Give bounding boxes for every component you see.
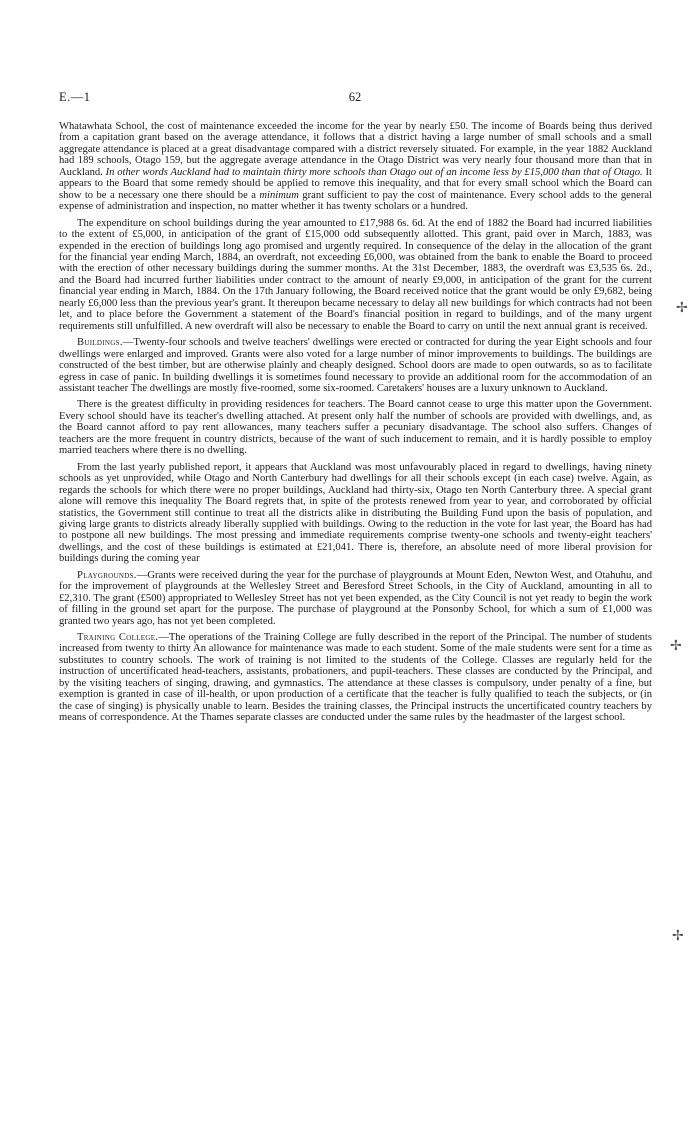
paragraph-training-college: Training College.—The operations of the Training College are fully described in the report of the Principal. The number of students increased from twenty to thirty An allowance for maintenance was made to each student. Some of the male students were sent for a time as substitutes to country schools. The work of training is not limited to the students of the College. Classes are regularly held for the instruction of uncertificated head-teachers, assistants, probationers, and pupil-teachers. These classes are conducted by the Principal, and by the visiting teachers of singing, drawing, and gymnastics. The attendance at these classes is compulsory, under penalty of a fine, but exemption is granted in case of ill-health, or upon production of a certificate that the teacher is fully qualified to teach the subjects, or (in the case of singing) is physically unable to learn. Besides the training classes, the Principal instructs the uncertificated country teachers by means of correspondence. At the Thames separate classes are conducted under the same rules by the headmaster of the largest school. [59, 632, 653, 724]
margin-binding-mark: ✢ [670, 639, 682, 654]
paragraph-maintenance: Whatawhata School, the cost of maintenance exceeded the income for the year by nearly £50. The income of Boards being thus derived from a capitation grant based on the average attendance, it follows that a district having a large number of small schools and a small aggregate attendance is placed at a great disadvantage compared with a district reversely situated. For example, in the year 1882 Auckland had 189 schools, Otago 159, but the aggregate average attendance in the Otago District was very nearly four thousand more than that in Auckland. In other words Auckland had to maintain thirty more schools than Otago out of an income less by £15,000 than that of Otago. It appears to the Board that some remedy should be applied to remove this inequality, and that for every small school which the Board can show to be a necessary one there should be a minimum grant sufficient to pay the cost of maintenance. Every school adds to the general expense of administration and inspection, no matter whether it has twenty scholars or a hundred. [59, 121, 652, 213]
paragraph-expenditure: The expenditure on school buildings during the year amounted to £17,988 6s. 6d. At the end of 1882 the Board had incurred liabilities to the extent of £5,000, in anticipation of the grant of £15,000 odd subsequently allotted. This grant, paid over in March, 1883, was expended in the erection of buildings long ago promised and urgently required. In consequence of the delay in the allocation of the grant for the financial year ending March, 1884, an overdraft, not exceeding £6,000, was obtained from the bank to enable the Board to proceed with the erection of other necessary buildings during the summer months. At the 31st December, 1883, the overdraft was £3,535 6s. 2d., and the Board had incurred further liabilities under contract to the amount of nearly £9,000, in anticipation of the grant for the current financial year ending in March, 1884. On the 17th January following, the Board received notice that the grant would be only £9,682, being nearly £6,000 less than the previous year's grant. It thereupon became necessary to delay all new buildings for which contracts had not been let, and to place before the Government a statement of the Board's financial position in regard to buildings, and of the many urgent requirements still unfulfilled. A new overdraft will also be necessary to enable the Board to carry on until the next annual grant is received. [59, 217, 652, 332]
margin-binding-mark: ✢ [672, 929, 684, 944]
body-text [59, 121, 652, 729]
series-reference: E.—1 [59, 90, 91, 104]
paragraph-residences: There is the greatest difficulty in providing residences for teachers. The Board cannot cease to urge this matter upon the Government. Every school should have its teacher's dwelling attached. At present only half the number of schools are provided with dwellings, and, as the Board cannot afford to pay rent allowances, many teachers suffer a pecuniary disadvantage. The school also suffers. Changes of teachers are the more frequent in country districts, because of the want of such inducement to remain, and it is hardly possible to employ married teachers where there is no dwelling. [59, 399, 652, 457]
page-number: 62 [348, 90, 362, 104]
section-heading-training-college: Training College. [77, 632, 159, 644]
margin-binding-mark: ✢ [676, 301, 688, 316]
section-heading-playgrounds: Playgrounds. [77, 569, 137, 581]
paragraph-playgrounds: Playgrounds.—Grants were received during the year for the purchase of playgrounds at Mount Eden, Newton West, and Otahuhu, and for the improvement of playgrounds at the Wellesley Street and Beresford Street Schools, in the City of Auckland, amounting in all to £2,310. The grant (£500) appropriated to Wellesley Street has not yet been expended, as the City Council is not yet ready to begin the work of filling in the ground set apart for the purpose. The purchase of playground at the Ponsonby School, for which a sum of £1,000 was granted two years ago, has not yet been completed. [59, 569, 652, 627]
paragraph-dwellings-comparison: From the last yearly published report, it appears that Auckland was most unfavourably placed in regard to dwellings, having ninety schools as yet unprovided, while Otago and North Canterbury had dwellings for all their schools except (in each case) twelve. Again, as regards the schools for which there were no proper buildings, Auckland had thirty-six, Otago ten North Canterbury three. A special grant alone will remove this inequality The Board regrets that, in spite of the protests renewed from year to year, and corroborated by official statistics, the Government still continue to treat all the districts alike in distributing the Building Fund upon the basis of population, and giving large grants to districts already liberally supplied with buildings. Owing to the reduction in the vote for last year, the Board has had to postpone all new buildings. The most pressing and immediate requirements comprise twenty-one schools and twenty-eight teachers' dwellings, and the cost of these buildings is estimated at £21,041. There is, therefore, an absolute need of more liberal provision for buildings during the coming year [59, 461, 652, 565]
page-header [59, 90, 651, 106]
section-heading-buildings: Buildings. [77, 337, 123, 349]
paragraph-buildings: Buildings.—Twenty-four schools and twelve teachers' dwellings were erected or contracted for during the year Eight schools and four dwellings were enlarged and improved. Grants were also voted for a large number of minor improvements to buildings. The buildings are constructed of the best timber, but are otherwise plainly and cheaply designed. School doors are made to open outwards, so as to facilitate egress in case of panic. In building dwellings it is sometimes found necessary to provide an additional room for the accommodation of an assistant teacher The dwellings are mostly five-roomed, some six-roomed. Caretakers' houses are a luxury unknown to Auckland. [59, 337, 652, 394]
